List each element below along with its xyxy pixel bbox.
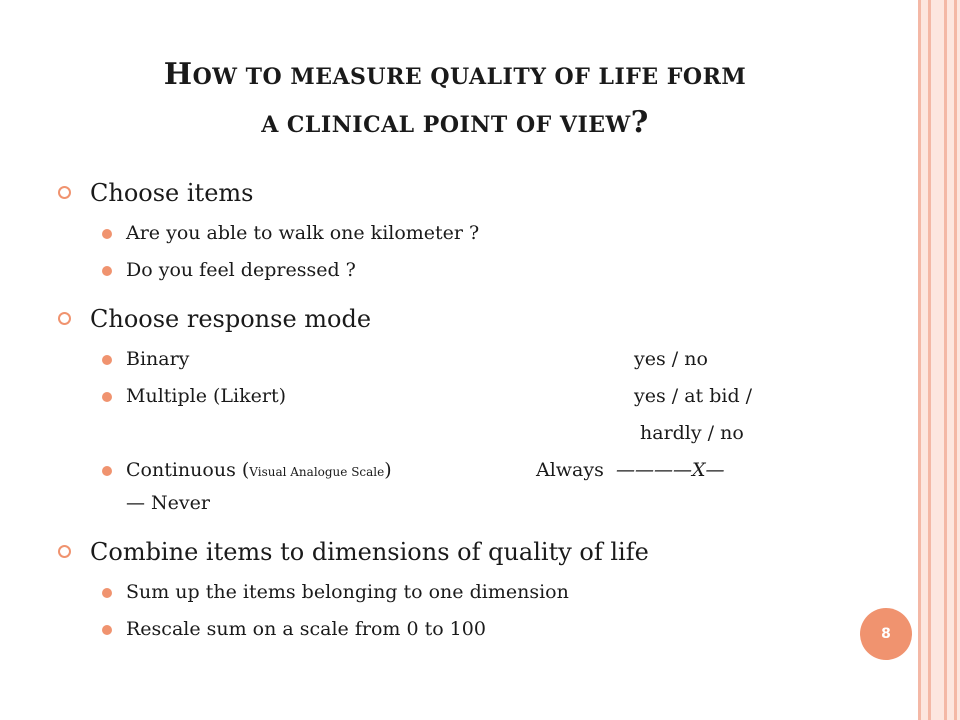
title-question-mark: ? — [630, 105, 649, 140]
title-rest-2: CLINICAL POINT OF VIEW — [278, 112, 631, 138]
continuous-close-paren: ) — [384, 459, 392, 481]
continuous-label: Continuous ( — [126, 459, 250, 481]
bullet-choose-items — [58, 174, 858, 212]
sub-bullet-text: Sum up the items belonging to one dimension — [126, 581, 569, 603]
slide-title — [40, 52, 870, 148]
heading-text: Choose response mode — [90, 305, 372, 333]
title-cap-h: H — [163, 57, 193, 92]
sub-bullet-multiple-continued — [58, 420, 858, 447]
title-rest-1: OW TO MEASURE QUALITY OF LIFE FORM — [192, 64, 747, 90]
multiple-label: Multiple (Likert) — [126, 385, 286, 407]
sub-bullet-continuous-wrap — [58, 490, 858, 517]
dot-bullet-icon — [102, 355, 112, 365]
dot-bullet-icon — [102, 466, 112, 476]
decorative-right-border — [916, 0, 960, 720]
title-line-2 — [40, 100, 870, 148]
sub-bullet — [58, 257, 858, 284]
sub-bullet-binary — [58, 346, 858, 373]
continuous-never: — Never — [126, 492, 210, 514]
sub-bullet-text: Do you feel depressed ? — [126, 259, 356, 281]
continuous-always: Always — [536, 459, 604, 481]
title-cap-a: A — [261, 112, 279, 138]
sub-bullet-text: Are you able to walk one kilometer ? — [126, 222, 480, 244]
page-number-badge: 8 — [860, 608, 912, 660]
bullet-choose-response-mode — [58, 300, 858, 338]
slide-content — [58, 174, 858, 653]
dot-bullet-icon — [102, 625, 112, 635]
sub-bullet-continuous — [58, 457, 858, 486]
ring-bullet-icon — [58, 545, 71, 558]
sub-bullet-text: Rescale sum on a scale from 0 to 100 — [126, 618, 486, 640]
dot-bullet-icon — [102, 588, 112, 598]
continuous-scale — [536, 457, 725, 484]
sub-bullet — [58, 220, 858, 247]
multiple-value-line-2: hardly / no — [640, 422, 744, 444]
binary-value: yes / no — [634, 348, 708, 370]
ring-bullet-icon — [58, 312, 71, 325]
sub-bullet-multiple — [58, 383, 858, 410]
sub-bullet — [58, 616, 858, 643]
sub-bullet — [58, 579, 858, 606]
dot-bullet-icon — [102, 229, 112, 239]
ring-bullet-icon — [58, 186, 71, 199]
continuous-small-text: Visual Analogue Scale — [249, 465, 385, 479]
dot-bullet-icon — [102, 392, 112, 402]
binary-label: Binary — [126, 348, 190, 370]
bullet-combine-items — [58, 533, 858, 571]
heading-text: Combine items to dimensions of quality of life — [90, 538, 649, 566]
title-line-1 — [40, 52, 870, 100]
continuous-scale-line: ————X— — [615, 459, 725, 481]
multiple-value-line-1: yes / at bid / — [634, 385, 753, 407]
heading-text: Choose items — [90, 179, 254, 207]
dot-bullet-icon — [102, 266, 112, 276]
